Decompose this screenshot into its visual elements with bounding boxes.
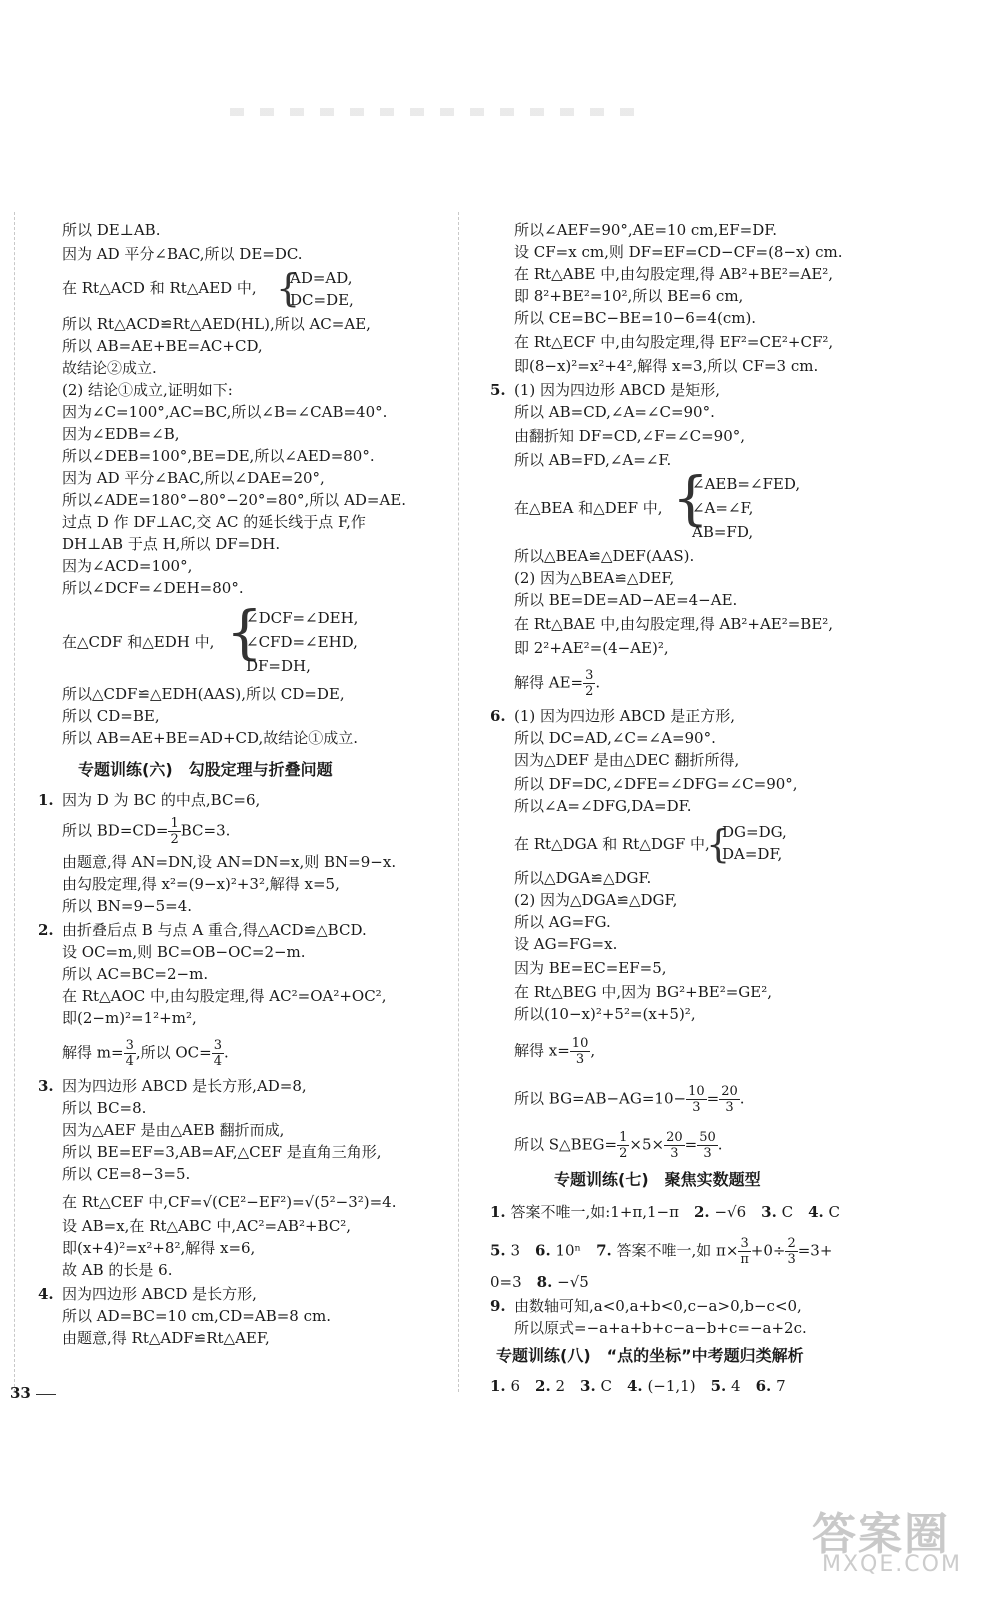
text-line: (1) 因为四边形 ABCD 是矩形,	[514, 381, 720, 399]
text-line: 所以 CE=BC−BE=10−6=4(cm).	[514, 309, 757, 327]
text-line: 过点 D 作 DF⊥AC,交 AC 的延长线于点 F,作	[62, 513, 366, 531]
section-heading: 专题训练(八) “点的坐标”中考题归类解析	[496, 1346, 804, 1365]
text-line: 所以 BE=DE=AD−AE=4−AE.	[514, 591, 738, 609]
fraction: $\frac{3}{4}$	[125, 1038, 134, 1069]
system-line: DF=DH,	[246, 657, 311, 675]
text-line: 所以 AB=CD,∠A=∠C=90°.	[514, 403, 715, 421]
text-line: 在 Rt△AOC 中,由勾股定理,得 AC²=OA²+OC²,	[62, 987, 387, 1005]
fraction: $\frac{1}{2}$	[170, 816, 179, 847]
text-line: 在 Rt△BAE 中,由勾股定理,得 AB²+AE²=BE²,	[514, 615, 834, 633]
fraction: $\frac{3}{2}$	[585, 668, 594, 699]
page-number-dash	[36, 1394, 56, 1395]
text-line: 在 Rt△ABE 中,由勾股定理,得 AB²+BE²=AE²,	[514, 265, 834, 283]
system-line: AB=FD,	[692, 523, 754, 541]
fraction: $\frac{3}{\pi}$	[740, 1236, 749, 1267]
answer-line: 5. 3 6. 10ⁿ 7. 答案不唯一,如 π× $\frac{3}{\pi}$ +0÷ $\frac{2}{3}$ =3+	[490, 1236, 833, 1267]
text-line: 因为 D 为 BC 的中点,BC=6,	[62, 791, 261, 809]
scan-noise	[230, 108, 650, 116]
system-line: ∠CFD=∠EHD,	[246, 633, 358, 651]
answer-line: 1. 答案不唯一,如:1+π,1−π 2. −√6 3. C 4. C	[490, 1203, 841, 1221]
text-line: 所以∠ADE=180°−80°−20°=80°,所以 AD=AE.	[62, 491, 407, 509]
text-line: 所以 BD=CD= $\frac{1}{2}$ BC=3.	[62, 816, 231, 847]
watermark-site: MXQE.COM	[822, 1552, 962, 1577]
text-line: 即(x+4)²=x²+8²,解得 x=6,	[62, 1239, 256, 1257]
fraction: $\frac{10}{3}$	[571, 1036, 589, 1067]
text-line: 所以 Rt△ACD≌Rt△AED(HL),所以 AC=AE,	[62, 315, 371, 333]
answer-line: 1. 6 2. 2 3. C 4. (−1,1) 5. 4 6. 7	[490, 1377, 786, 1395]
brace: {	[276, 266, 301, 310]
system-line: DC=DE,	[290, 291, 354, 309]
text-line: 解得 m= $\frac{3}{4}$ ,所以 OC= $\frac{3}{4}$ .	[62, 1038, 229, 1069]
text-line: 所以 AB=AE+BE=AD+CD,故结论①成立.	[62, 729, 359, 747]
brace: {	[672, 464, 709, 532]
fraction: $\frac{1}{2}$	[619, 1130, 628, 1161]
text-line: 设 CF=x cm,则 DF=EF=CD−CF=(8−x) cm.	[514, 243, 843, 261]
text-line: 所以 BN=9−5=4.	[62, 897, 193, 915]
system-line: ∠A=∠F,	[692, 499, 754, 517]
text-line: 因为∠ACD=100°,	[62, 557, 193, 575]
text-line: (1) 因为四边形 ABCD 是正方形,	[514, 707, 735, 725]
text-line: (2) 因为△BEA≌△DEF,	[514, 569, 675, 587]
text-line: 因为∠C=100°,AC=BC,所以∠B=∠CAB=40°.	[62, 403, 388, 421]
left-margin-rule	[14, 212, 15, 1392]
text-line: 在△CDF 和△EDH 中,	[62, 633, 215, 651]
section-heading: 专题训练(六) 勾股定理与折叠问题	[78, 760, 333, 779]
text-line: 解得 AE= $\frac{3}{2}$ .	[514, 668, 601, 699]
text-line: 因为△DEF 是由△DEC 翻折所得,	[514, 751, 740, 769]
item-number: 3.	[38, 1077, 54, 1095]
text-line: DH⊥AB 于点 H,所以 DF=DH.	[62, 535, 281, 553]
text-line: 由数轴可知,a<0,a+b<0,c−a>0,b−c<0,	[514, 1297, 802, 1315]
text-line: 故结论②成立.	[62, 359, 157, 377]
text-line: 所以 CD=BE,	[62, 707, 160, 725]
item-number: 9.	[490, 1297, 506, 1315]
text-line: 所以∠DEB=100°,BE=DE,所以∠AED=80°.	[62, 447, 375, 465]
text-line: 因为∠EDB=∠B,	[62, 425, 180, 443]
brace: {	[226, 598, 263, 666]
text-line: 因为△AEF 是由△AEB 翻折而成,	[62, 1121, 285, 1139]
text-line: 即(2−m)²=1²+m²,	[62, 1009, 197, 1027]
text-line: 由题意,得 Rt△ADF≌Rt△AEF,	[62, 1329, 270, 1347]
text-line: 设 AG=FG=x.	[514, 935, 618, 953]
text-line: 所以原式=−a+a+b+c−a−b+c=−a+2c.	[514, 1319, 807, 1337]
item-number: 2.	[38, 921, 54, 939]
fraction: $\frac{2}{3}$	[787, 1236, 796, 1267]
text-line: 所以 BG=AB−AG=10− $\frac{10}{3}$ = $\frac{20}{3}$ .	[514, 1084, 745, 1115]
watermark-logo	[812, 1498, 982, 1588]
text-line: 所以 S△BEG= $\frac{1}{2}$ ×5× $\frac{20}{3}$ = $\frac{50}{3}$ .	[514, 1130, 723, 1161]
text-line: 因为四边形 ABCD 是长方形,AD=8,	[62, 1077, 307, 1095]
system-line: AD=AD,	[290, 269, 353, 287]
text-line: 由勾股定理,得 x²=(9−x)²+3²,解得 x=5,	[62, 875, 340, 893]
text-line: 因为 AD 平分∠BAC,所以 DE=DC.	[62, 245, 303, 263]
text-line: 所以 BC=8.	[62, 1099, 147, 1117]
text-line: 设 AB=x,在 Rt△ABC 中,AC²=AB²+BC²,	[62, 1217, 352, 1235]
text-line: 在 Rt△ACD 和 Rt△AED 中,	[62, 279, 257, 297]
fraction: $\frac{3}{4}$	[213, 1038, 223, 1069]
text-line: 在 Rt△DGA 和 Rt△DGF 中,	[514, 835, 710, 853]
answer-line: 0=3 8. −√5	[490, 1273, 589, 1291]
text-line: 所以△DGA≌△DGF.	[514, 869, 652, 887]
text-line: 设 OC=m,则 BC=OB−OC=2−m.	[62, 943, 306, 961]
item-number: 5.	[490, 381, 506, 399]
system-line: DA=DF,	[722, 845, 783, 863]
text-line: 所以 DC=AD,∠C=∠A=90°.	[514, 729, 716, 747]
item-number: 6.	[490, 707, 506, 725]
text-line: 所以 AD=BC=10 cm,CD=AB=8 cm.	[62, 1307, 331, 1325]
text-line: (2) 因为△DGA≌△DGF,	[514, 891, 678, 909]
item-number: 4.	[38, 1285, 54, 1303]
fraction: $\frac{50}{3}$	[699, 1130, 716, 1161]
text-line: 在△BEA 和△DEF 中,	[514, 499, 663, 517]
text-line: 所以△BEA≌△DEF(AAS).	[514, 547, 695, 565]
text-line: 所以 DE⊥AB.	[62, 221, 161, 239]
text-line: 在 Rt△CEF 中,CF=√(CE²−EF²)=√(5²−3²)=4.	[62, 1193, 397, 1211]
text-line: (2) 结论①成立,证明如下:	[62, 381, 233, 399]
text-line: 由折叠后点 B 与点 A 重合,得△ACD≌△BCD.	[62, 921, 367, 939]
column-divider	[458, 212, 459, 1392]
text-line: 即 8²+BE²=10²,所以 BE=6 cm,	[514, 287, 744, 305]
text-line: 由题意,得 AN=DN,设 AN=DN=x,则 BN=9−x.	[62, 853, 397, 871]
text-line: 所以 BE=EF=3,AB=AF,△CEF 是直角三角形,	[62, 1143, 382, 1161]
brace: {	[706, 822, 731, 866]
text-line: 解得 x= $\frac{10}{3}$ ,	[514, 1036, 596, 1067]
text-line: 所以△CDF≌△EDH(AAS),所以 CD=DE,	[62, 685, 345, 703]
page-number: 33	[10, 1384, 31, 1402]
text-line: 所以 AB=FD,∠A=∠F.	[514, 451, 672, 469]
item-number: 1.	[38, 791, 54, 809]
text-line: 所以 DF=DC,∠DFE=∠DFG=∠C=90°,	[514, 775, 798, 793]
text-line: 所以 AG=FG.	[514, 913, 611, 931]
fraction: $\frac{10}{3}$	[688, 1084, 705, 1115]
text-line: 所以∠A=∠DFG,DA=DF.	[514, 797, 692, 815]
system-line: DG=DG,	[722, 823, 787, 841]
text-line: 因为 AD 平分∠BAC,所以∠DAE=20°,	[62, 469, 325, 487]
text-line: 即(8−x)²=x²+4²,解得 x=3,所以 CF=3 cm.	[514, 357, 819, 375]
system-line: ∠DCF=∠DEH,	[246, 609, 359, 627]
text-line: 所以∠AEF=90°,AE=10 cm,EF=DF.	[514, 221, 778, 239]
watermark-text: 答案圈	[812, 1509, 950, 1560]
text-line: 所以 AB=AE+BE=AC+CD,	[62, 337, 263, 355]
text-line: 所以∠DCF=∠DEH=80°.	[62, 579, 244, 597]
fraction: $\frac{20}{3}$	[721, 1084, 738, 1115]
fraction: $\frac{20}{3}$	[666, 1130, 683, 1161]
text-line: 在 Rt△BEG 中,因为 BG²+BE²=GE²,	[514, 983, 773, 1001]
text-line: 故 AB 的长是 6.	[62, 1261, 173, 1279]
text-line: 所以(10−x)²+5²=(x+5)²,	[514, 1005, 696, 1023]
text-line: 在 Rt△ECF 中,由勾股定理,得 EF²=CE²+CF²,	[514, 333, 834, 351]
text-line: 因为四边形 ABCD 是长方形,	[62, 1285, 257, 1303]
text-line: 即 2²+AE²=(4−AE)²,	[514, 639, 669, 657]
text-line: 因为 BE=EC=EF=5,	[514, 959, 667, 977]
text-line: 所以 AC=BC=2−m.	[62, 965, 209, 983]
system-line: ∠AEB=∠FED,	[692, 475, 801, 493]
text-line: 所以 CE=8−3=5.	[62, 1165, 191, 1183]
text-line: 由翻折知 DF=CD,∠F=∠C=90°,	[514, 427, 746, 445]
section-heading: 专题训练(七) 聚焦实数题型	[554, 1170, 761, 1189]
